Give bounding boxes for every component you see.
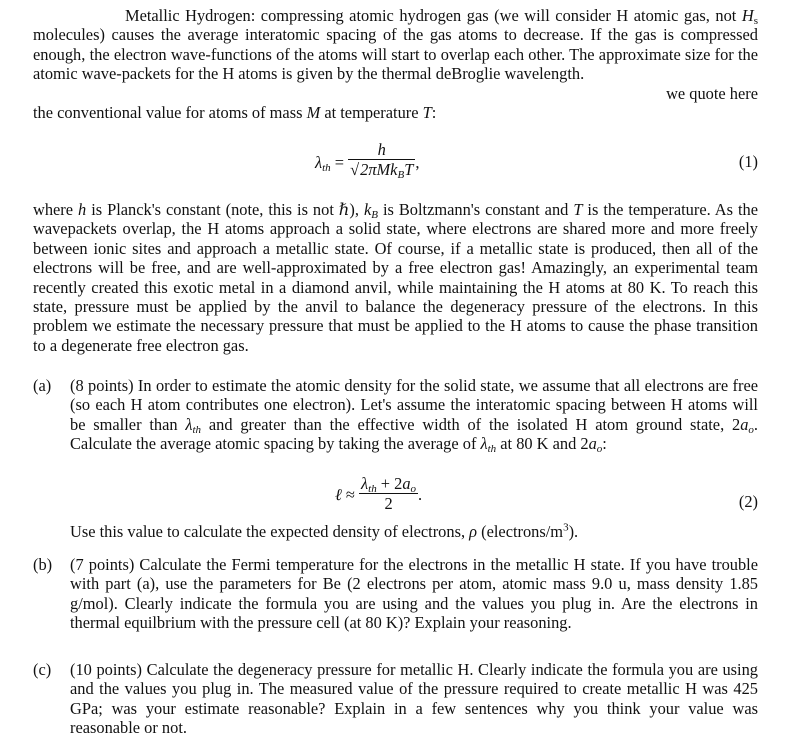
part-a-text-4: at 80 K and 2 (496, 434, 589, 454)
part-b-text: (7 points) Calculate the Fermi temperature for the electrons in the metallic H state. If you have trouble with part (a), use the parameters for Be (2 electrons per atom, atomic mass 9.0 u, mass density 1.85 g/mol). Clearly indicate the formula you are using and the values you plug in. Are the electrons in thermal equilbrium with the pressure cell (at 80 K)? Explain your reasoning. (70, 555, 758, 633)
part-a-after-text-3: ). (568, 522, 579, 541)
body-symbol-k: k (363, 200, 372, 219)
part-a-a0-sub: o (748, 423, 754, 436)
eq1-fraction (348, 140, 415, 180)
body-text-1: where (33, 200, 79, 219)
part-a-text-2: and greater than the effective width of the isolated H atom ground state, 2 (201, 414, 741, 434)
body-text-4: is Boltzmann's constant and (377, 200, 574, 219)
eq2-lambda-sub: th (368, 483, 377, 495)
eq2-plus-two: + 2 (376, 474, 403, 493)
eq1-lambda: λ (315, 153, 323, 172)
intro-text-2: molecules) causes the average interatomic spacing of the gas atoms to decrease. If the gas is compressed enough, the electron wave-functions of the atoms will start to overlap each other. The approximate size for the atomic wave-packets for the H atoms is given by the thermal deBroglie wavelength. (33, 25, 758, 84)
part-a-lambda-2-sub: th (487, 443, 497, 456)
eq2-denominator: 2 (359, 493, 418, 513)
part-a (33, 376, 758, 454)
eq1-equals: = (330, 153, 349, 172)
intro-text-1: Metallic Hydrogen: compressing atomic hydrogen gas (we will consider H atomic gas, not (125, 6, 742, 25)
part-a-after (70, 522, 758, 541)
part-a-lambda: λ (185, 414, 193, 434)
body-text-3: ), (349, 200, 364, 219)
eq2-a0: a (402, 474, 411, 493)
eq2-approx: ≈ (341, 485, 360, 504)
part-c-label: (c) (33, 660, 52, 679)
part-a-after-text-1: Use this value to calculate the expected density of electrons, (70, 522, 470, 541)
part-a-text-3: . Calculate the average atomic spacing by taking the average of (70, 414, 758, 454)
eq1-den-sub: B (397, 169, 405, 182)
eq2-number: (2) (738, 492, 758, 511)
part-a-label: (a) (33, 376, 52, 395)
body-symbol-h: h (78, 200, 87, 219)
intro-symbol-m: M (306, 103, 321, 122)
body-text-5: is the temperature. As the wavepackets overlap, the H atoms approach a solid state, where electrons are shared more and more freely between ionic sites and approach a metallic state. Of course, if a metallic state is produced, then all of the electrons will be free, and are well-approximated by a free electron gas! Amazingly, an experimental team recently created this exotic metal in a diamond anvil, while maintaining the H atoms at 80 K. To reach this state, pressure must be applied by the anvil to balance the degeneracy pressure of the electrons. In this problem we estimate the necessary pressure that must be applied to the H atoms to cause the phase transition to a degenerate free electron gas. (33, 200, 758, 355)
part-b-label: (b) (33, 555, 53, 574)
eq1-den-main: 2πMk (360, 160, 398, 180)
body-paragraph (33, 200, 758, 355)
body-symbol-t: T (573, 200, 583, 219)
body-symbol-k-sub: B (371, 209, 378, 221)
part-a-lambda-2: λ (480, 434, 488, 454)
part-b (33, 555, 758, 633)
intro-text-4: at temperature (320, 103, 423, 122)
body-text-2: is Planck's constant (note, this is not (86, 200, 339, 219)
part-c-text: (10 points) Calculate the degeneracy pressure for metallic H. Clearly indicate the formula you are using and the values you plug in. The measured value of the pressure required to create metallic H was 425 GPa; was your estimate reasonable? Explain in a few sentences why you think your value was reasonable or not. (70, 660, 758, 738)
part-a-lambda-sub: th (192, 423, 202, 436)
intro-paragraph-cont (33, 103, 758, 122)
part-a-a0-2-sub: o (596, 443, 603, 456)
part-a-text-5: : (602, 434, 607, 454)
part-a-a0: a (740, 414, 749, 434)
part-a-after-text-2: (electrons/m (477, 522, 564, 541)
eq2-period: . (418, 485, 423, 504)
eq1-number: (1) (738, 152, 758, 171)
equation-2 (33, 474, 758, 518)
part-a-text-1: (8 points) In order to estimate the atomic density for the solid state, we assume that all electrons are free (so each H atom contributes one electron). Let's assume the interatomic spacing between H atoms will be smaller than (70, 376, 758, 434)
eq2-ell: ℓ (335, 485, 342, 504)
intro-text-3: the conventional value for atoms of mass (33, 103, 307, 122)
part-a-text (70, 376, 758, 454)
intro-symbol-t: T (422, 103, 432, 122)
intro-symbol-h: H (741, 6, 754, 25)
eq1-numerator: h (377, 140, 386, 159)
intro-symbol-h-sub: s (753, 15, 758, 27)
eq1-comma: , (415, 153, 420, 172)
eq1-den-t: T (404, 160, 414, 180)
eq2-fraction (359, 474, 418, 514)
part-a-after-sup: 3 (563, 521, 569, 534)
eq2-a0-sub: o (410, 483, 417, 495)
eq1-lambda-sub: th (322, 162, 331, 174)
part-a-a0-2: a (588, 434, 597, 454)
intro-text-5: : (431, 103, 437, 122)
equation-1 (33, 140, 758, 188)
part-a-rho: ρ (469, 522, 478, 541)
body-symbol-hbar: ℏ (338, 200, 350, 219)
intro-paragraph (33, 6, 758, 103)
eq1-sqrt-sign: √ (350, 160, 360, 180)
part-c (33, 660, 758, 738)
intro-quote-text: we quote here (666, 83, 758, 103)
eq2-lambda: λ (361, 474, 369, 493)
